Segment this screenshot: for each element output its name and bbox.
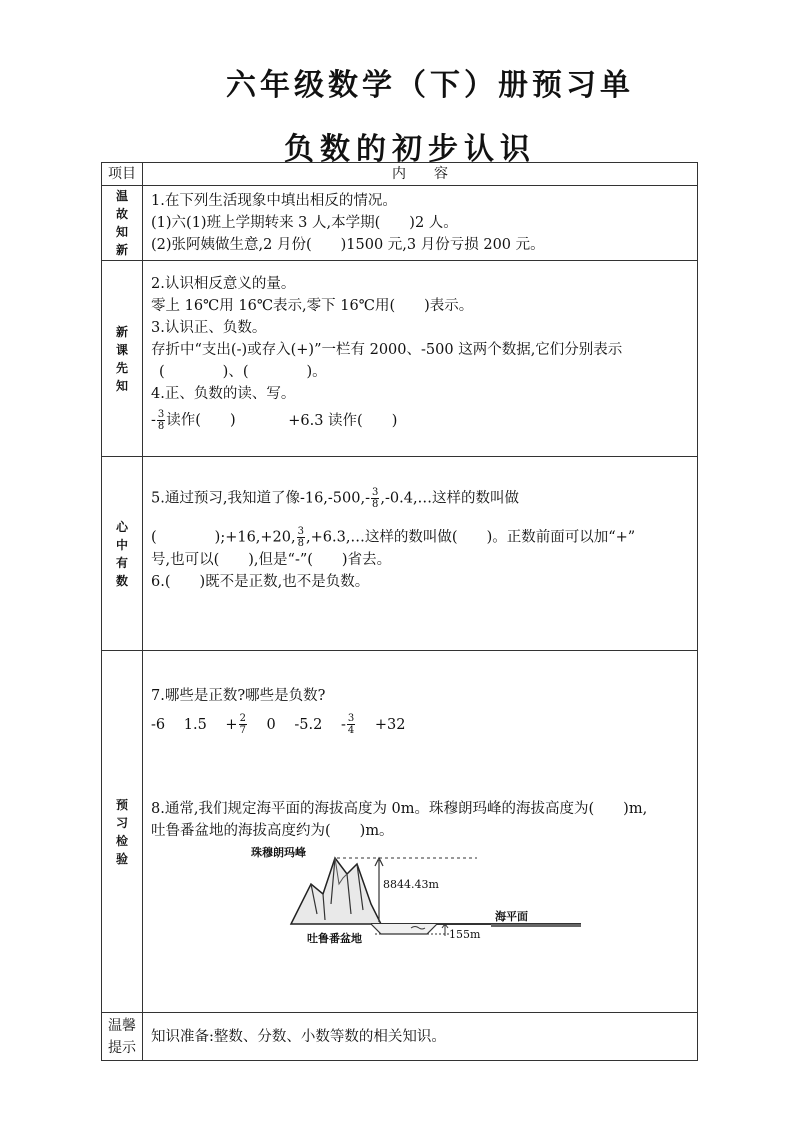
row-label-new-lesson: 新 课 先 知 (102, 261, 143, 457)
question-5-line-3: 号,也可以( ),但是“-”( )省去。 (151, 552, 392, 568)
fraction-three-quarters: $\frac{3}{4}$ (347, 713, 355, 736)
elevation-diagram (251, 844, 611, 944)
question-8-line-1: 8.通常,我们规定海平面的海拔高度为 0m。珠穆朗玛峰的海拔高度为( )m, (151, 801, 648, 817)
question-3-text: 存折中“支出(-)或存入(+)”一栏有 2000、-500 这两个数据,它们分别表示 (151, 342, 623, 358)
lesson-title: 负数的初步认识 (284, 132, 536, 167)
peak-label: 珠穆朗玛峰 (251, 846, 306, 859)
sea-level-label: 海平面 (495, 910, 528, 923)
row-label-in-mind: 心 中 有 数 (102, 457, 143, 651)
row-tips (102, 1013, 698, 1061)
question-2-text: 零上 16℃用 16℃表示,零下 16℃用( )表示。 (151, 298, 474, 314)
question-5-line-1: 5.通过预习,我知道了像-16,-500,- $\frac{3}{8}$ ,-0.4,…这样的数叫做 (151, 487, 520, 510)
question-2: 2.认识相反意义的量。 (151, 276, 296, 292)
question-4-reading: - $\frac{3}{8}$ 读作( ) +6.3 读作( ) (151, 409, 398, 432)
question-1: 1.在下列生活现象中填出相反的情况。 (151, 193, 397, 209)
column-header-item: 项目 (102, 163, 143, 186)
question-6: 6.( )既不是正数,也不是负数。 (151, 574, 370, 590)
column-header-content: 内 容 (143, 163, 698, 186)
row-check (102, 651, 698, 1013)
question-7-numbers: -6 1.5 + $\frac{2}{7}$ 0 -5.2 - $\frac{3}{4}$ +32 (151, 713, 406, 736)
row-in-mind (102, 457, 698, 651)
row-label-check: 预 习 检 验 (102, 651, 143, 1013)
height-label: 8844.43m (383, 878, 439, 891)
page-title: 六年级数学（下）册预习单 (226, 68, 634, 103)
fraction-three-eighths: $\frac{3}{8}$ (372, 487, 379, 510)
fraction-two-sevenths: $\frac{2}{7}$ (239, 713, 246, 736)
mountain-icon (291, 858, 381, 924)
depth-label: 155m (449, 928, 481, 941)
fraction-three-eighths: $\frac{3}{8}$ (297, 526, 304, 549)
row-label-tips: 温馨 提示 (102, 1013, 143, 1061)
row-content-review (143, 186, 698, 261)
row-content-tips: 知识准备:整数、分数、小数等数的相关知识。 (143, 1013, 698, 1061)
row-content-check (143, 651, 698, 1013)
question-5-line-2: ( );+16,+20, $\frac{3}{8}$ ,+6.3,…这样的数叫做( )。正数前面可以加“+” (151, 526, 636, 549)
question-3-blanks: ( )、( )。 (159, 364, 327, 380)
question-1-part-2: (2)张阿姨做生意,2 月份( )1500 元,3 月份亏损 200 元。 (151, 237, 545, 253)
question-4: 4.正、负数的读、写。 (151, 386, 296, 402)
question-3: 3.认识正、负数。 (151, 320, 267, 336)
table-header-row (102, 163, 698, 186)
row-review (102, 186, 698, 261)
row-label-review: 温 故 知 新 (102, 186, 143, 261)
question-7: 7.哪些是正数?哪些是负数? (151, 688, 326, 704)
row-new-lesson (102, 261, 698, 457)
preview-table (101, 162, 698, 1061)
row-content-in-mind (143, 457, 698, 651)
row-content-new-lesson (143, 261, 698, 457)
question-8-line-2: 吐鲁番盆地的海拔高度约为( )m。 (151, 823, 394, 839)
question-1-part-1: (1)六(1)班上学期转来 3 人,本学期( )2 人。 (151, 215, 458, 231)
fraction-three-eighths: $\frac{3}{8}$ (157, 409, 165, 432)
basin-label: 吐鲁番盆地 (307, 932, 362, 945)
